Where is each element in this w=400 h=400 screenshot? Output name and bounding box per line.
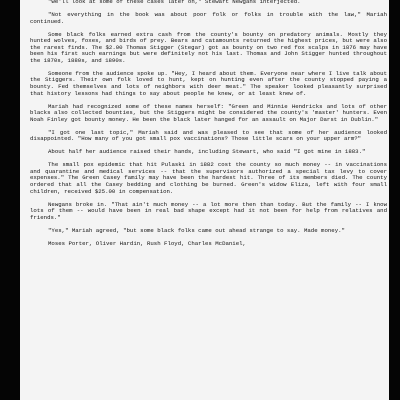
- paragraph: About half her audience raised their hands, including Stewart, who said "I got mine in 1883.": [48, 148, 366, 156]
- paragraph: The small pox epidemic that hit Pulaski in 1882 cost the county so much money -- in vaccinations and quarantine and medical services -- that the supervisors authorized a special tax levy to cover expenses." The Green Casey family may have been the hardest hit. Three of its members died. The county ordered that all the Casey bedding and clothing be burned. Green's widow Eliza, left with four small children, received $25.00 in compensation.: [30, 161, 387, 195]
- paragraph: "We'll look at some of these cases later on," Stewart Newgans interjected.: [48, 0, 301, 5]
- paragraph: Newgans broke in. "That ain't much money -- a lot more then than today. But the family -- I know lots of them -- would have been in real bad shape except had it not been for help from relatives and friends.": [30, 200, 387, 221]
- paragraph: Mariah had recognized some of these names herself: "Green and Minnie Hendricks and lots of other blacks also collected bounties, but the Stiggers might be considered the county's 'master' hunters. Even Noah Finley got bounty money. He been the black later hanged for an assault on Major Darst in Dublin.": [30, 102, 387, 123]
- paragraph: Someone from the audience spoke up. "Hey, I heard about them. Everyone near where I live talk about the Stiggers. Their own folk loved to hunt, kept on hunting even after the county stopped paying a bounty. Fed themselves and lots of neighbors with deer meat." The speaker looked pleasantly surprised that history lessons had things to say about people he knew, or at least knew of.: [30, 69, 387, 97]
- paragraph: "Not everything in the book was about poor folk or folks in trouble with the law," Mariah continued.: [30, 11, 387, 25]
- paragraph: Some black folks earned extra cash from the county's bounty on predatory animals. Mostly they hunted wolves, foxes, and birds of prey. Bears and catamounts returned the highest prices, but were also the rarest finds. The $2.00 Thomas Stigger (Stegar) got as bounty on two red fox scalps in 1876 may have been his first such earnings but were definitely not his last. Thomas and John Stigger hunted throughout the 1870s, 1880s, and 1890s.: [30, 30, 387, 64]
- paragraph: "I got one last topic," Mariah said and was pleased to see that some of her audience looked disappointed. "How many of you got small pox vaccinations? Those little scars on your upper arm?": [30, 128, 387, 143]
- paragraph: Moses Porter, Oliver Hardin, Rush Floyd, Charles McDaniel,: [48, 239, 246, 247]
- document-page: [20, 0, 389, 400]
- document-body: [30, 0, 387, 254]
- paragraph: "Yes," Mariah agreed, "but some black folks came out ahead strange to say. Made money.": [48, 226, 345, 234]
